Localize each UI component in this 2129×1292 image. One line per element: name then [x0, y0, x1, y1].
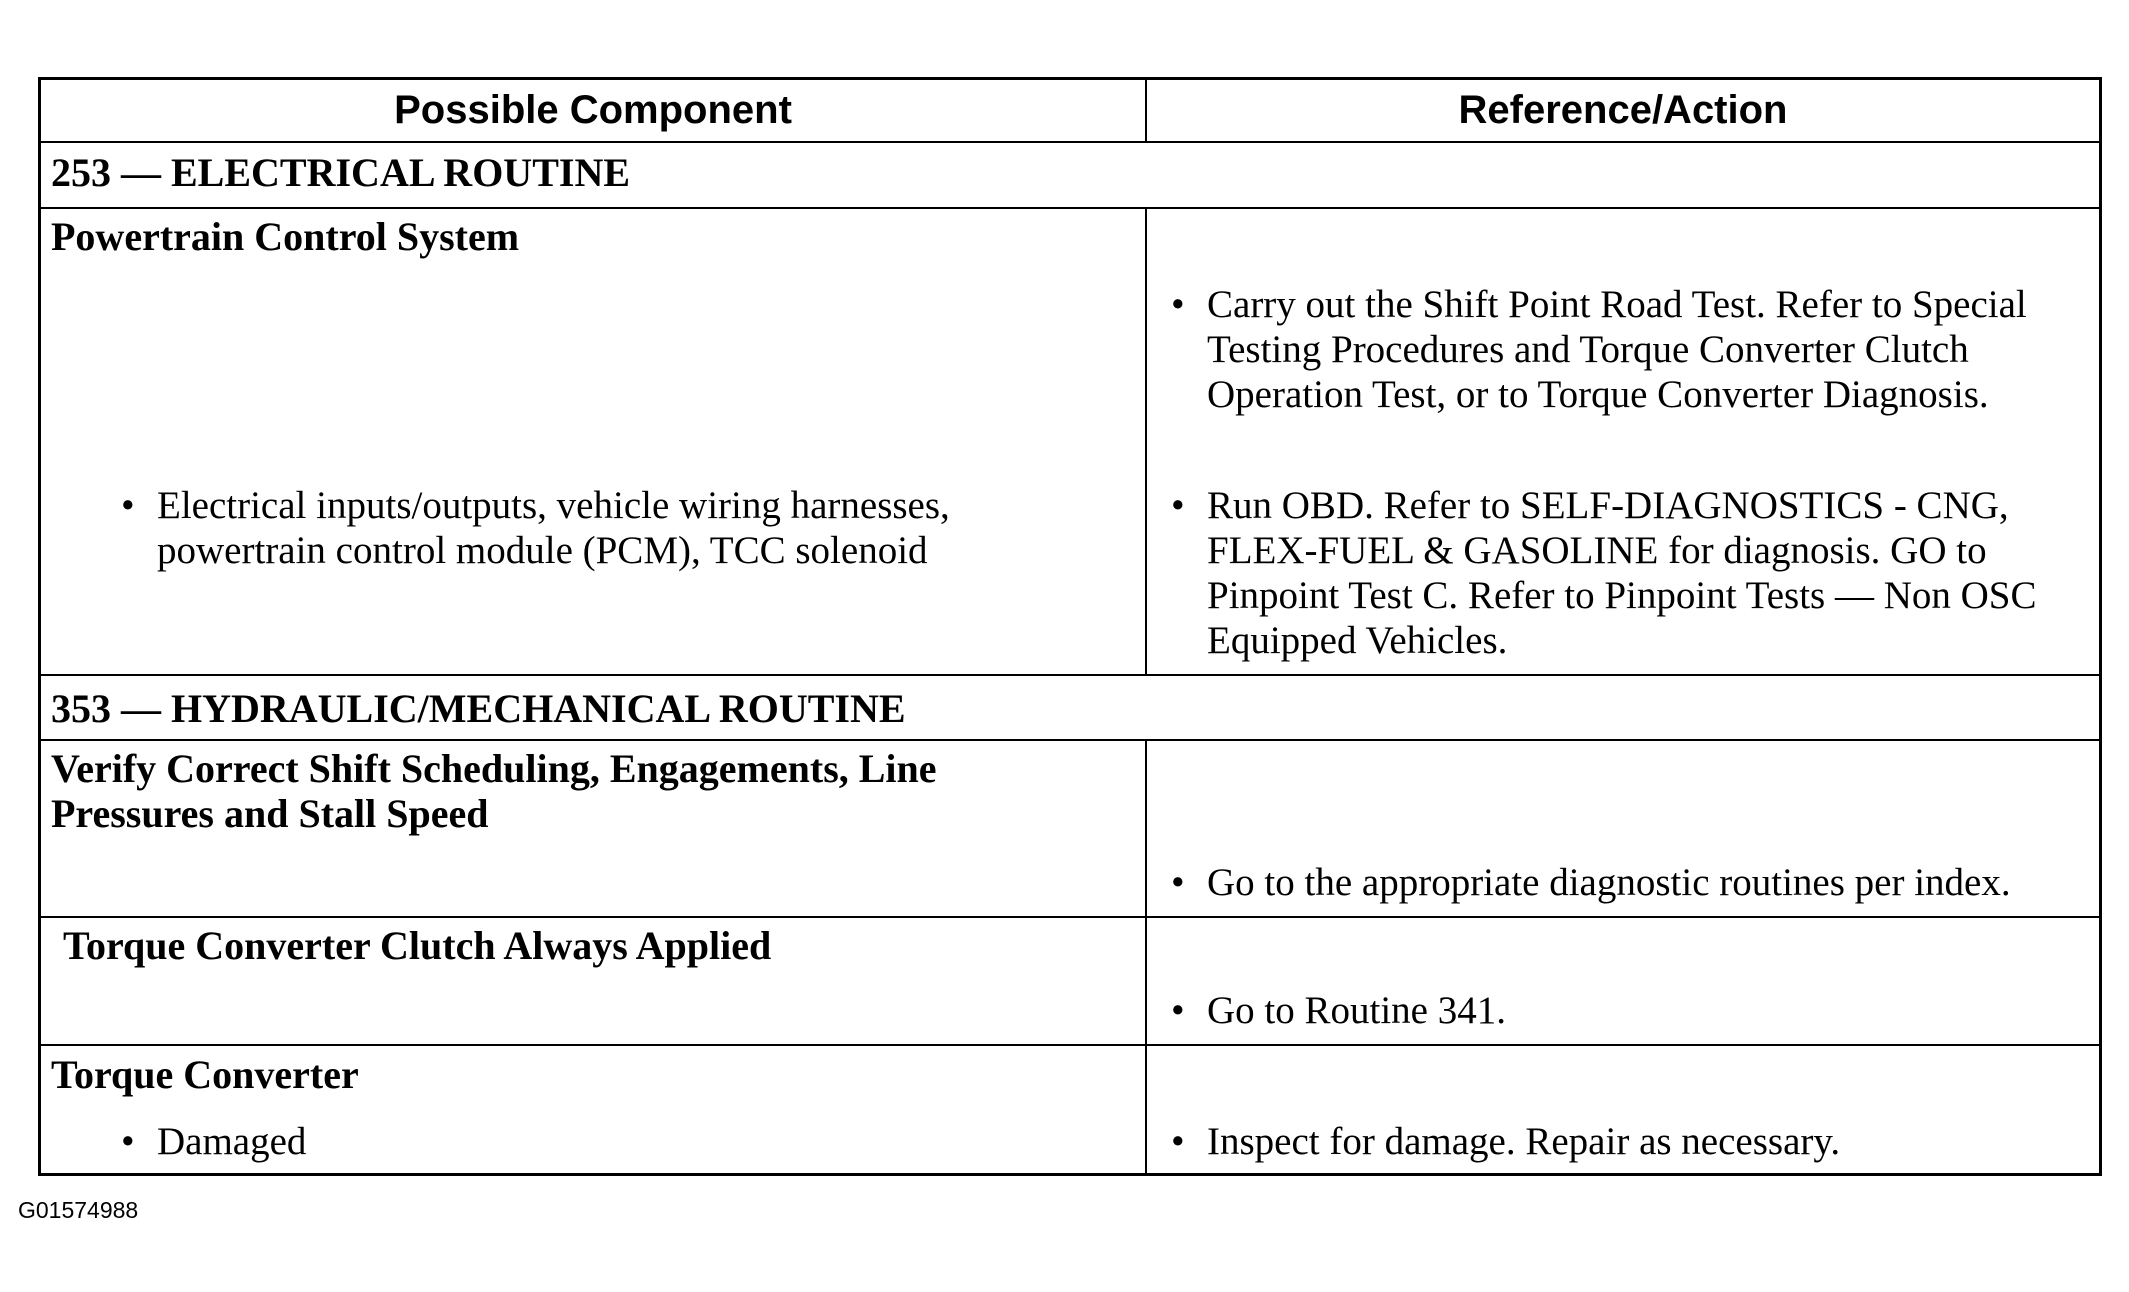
row-divider: [41, 674, 2099, 676]
action-item: [1171, 860, 2091, 905]
action-text: Run OBD. Refer to SELF-DIAGNOSTICS - CNG, FLEX-FUEL & GASOLINE for diagnosis. GO to Pinpoint Test C. Refer to Pinpoint Tests — Non OSC Equipped Vehicles.: [1207, 484, 2037, 662]
bullet-icon: •: [1171, 283, 1185, 326]
action-text: Go to the appropriate diagnostic routines per index.: [1207, 861, 2011, 904]
figure-id: G01574988: [18, 1197, 139, 1223]
header-possible-component: Possible Component: [394, 88, 792, 132]
action-item: [1171, 483, 2111, 663]
component-item: [121, 483, 1081, 573]
action-text: Go to Routine 341.: [1207, 989, 1506, 1032]
row-heading-shift-scheduling: Verify Correct Shift Scheduling, Engagements, Line Pressures and Stall Speed: [51, 746, 937, 836]
bullet-icon: •: [1171, 484, 1185, 527]
section-title-253: 253 — ELECTRICAL ROUTINE: [51, 150, 631, 195]
row-divider: [41, 739, 2099, 741]
header-reference-action: Reference/Action: [1458, 88, 1788, 132]
bullet-icon: •: [1171, 1120, 1185, 1163]
action-text: Carry out the Shift Point Road Test. Refer to Special Testing Procedures and Torque Converter Clutch Operation Test, or to Torque Converter Diagnosis.: [1207, 283, 2027, 416]
section-title-353: 353 — HYDRAULIC/MECHANICAL ROUTINE: [51, 686, 906, 731]
action-text: Inspect for damage. Repair as necessary.: [1207, 1120, 1841, 1163]
bullet-icon: •: [121, 1120, 135, 1163]
component-text: Damaged: [157, 1120, 307, 1163]
diagnostic-table: [38, 77, 2102, 1176]
row-divider: [41, 916, 2099, 918]
column-divider: [1145, 208, 1147, 675]
row-heading-tcc-applied: Torque Converter Clutch Always Applied: [63, 923, 772, 968]
bullet-icon: •: [1171, 989, 1185, 1032]
action-item: [1171, 1119, 2091, 1164]
bullet-icon: •: [1171, 861, 1185, 904]
row-heading-powertrain: Powertrain Control System: [51, 214, 520, 259]
row-divider: [41, 141, 2099, 143]
action-item: [1171, 282, 2091, 417]
component-text: Electrical inputs/outputs, vehicle wiring harnesses, powertrain control module (PCM), TCC solenoid: [157, 484, 950, 572]
bullet-icon: •: [121, 484, 135, 527]
row-divider: [41, 1044, 2099, 1046]
column-divider: [1145, 740, 1147, 1173]
row-heading-torque-converter: Torque Converter: [51, 1052, 359, 1097]
action-item: [1171, 988, 2091, 1033]
row-divider: [41, 207, 2099, 209]
component-item: [121, 1119, 1081, 1164]
